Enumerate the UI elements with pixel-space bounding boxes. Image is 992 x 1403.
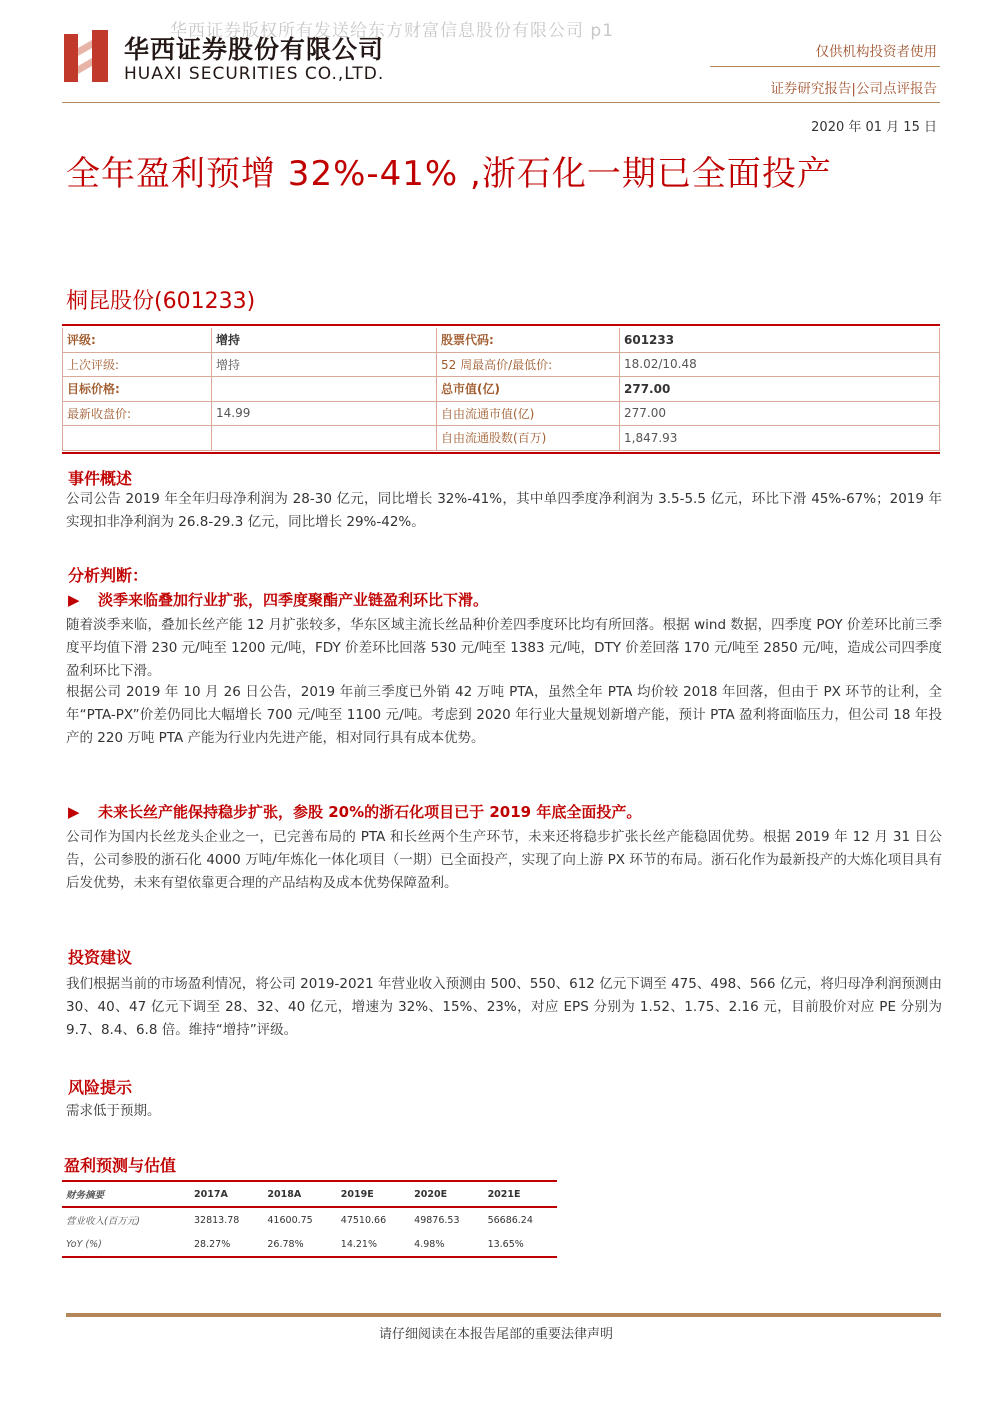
bullet-1-text: 淡季来临叠加行业扩张，四季度聚酯产业链盈利环比下滑。	[98, 591, 489, 609]
52w-range-value: 18.02/10.48	[620, 352, 940, 377]
table-row	[63, 328, 940, 352]
table-bottom-rule	[62, 452, 940, 454]
forecast-table	[62, 1180, 557, 1258]
header-cell: 2019E	[337, 1181, 410, 1207]
table-row	[63, 426, 940, 451]
table-cell: 26.78%	[263, 1232, 336, 1257]
bullet-1	[68, 589, 488, 610]
analysis-heading: 分析判断：	[68, 566, 149, 585]
analysis-paragraph-2: 根据公司 2019 年 10 月 26 日公告，2019 年前三季度已外销 42 万吨 PTA，虽然全年 PTA 均价较 2018 年回落，但由于 PX 环节的让利，全年“PTA-PX”价差仍同比大幅增长 700 元/吨至 1100 元/吨。考虑到 2020 年行业大量规划新增产能，预计 PTA 盈利将面临压力，但公司 18 年投产的 220 万吨 PTA 产能为行业内先进产能，相对同行具有成本优势。	[66, 684, 942, 746]
float-cap-label: 自由流通市值(亿)	[437, 401, 620, 426]
table-cell: 49876.53	[414, 1214, 460, 1226]
header-cell: 2017A	[190, 1181, 263, 1207]
table-row	[63, 377, 940, 402]
risk-paragraph: 需求低于预期。	[66, 1103, 161, 1119]
table-cell: 32813.78	[194, 1214, 240, 1226]
prev-rating-value: 增持	[212, 352, 437, 377]
table-cell: 13.65%	[484, 1232, 557, 1257]
last-close-value: 14.99	[212, 401, 437, 426]
prev-rating-label: 上次评级:	[63, 352, 212, 377]
header-rule	[62, 102, 940, 103]
target-price-value	[212, 377, 437, 402]
header-cell: 2021E	[484, 1181, 557, 1207]
company-logo	[62, 28, 114, 84]
analysis-paragraph-3: 公司作为国内长丝龙头企业之一，已完善布局的 PTA 和长丝两个生产环节，未来还将稳步扩张长丝产能稳固优势。根据 2019 年 12 月 31 日公告，公司参股的浙石化 4000 万吨/年炼化一体化项目（一期）已全面投产，实现了向上游 PX 环节的布局。浙石化作为最新投产的大炼化项目具有后发优势，未来有望依靠更合理的产品结构及成本优势保障盈利。	[66, 829, 942, 891]
rating-value: 增持	[212, 328, 437, 352]
market-cap-label: 总市值(亿)	[437, 377, 620, 402]
bullet-arrow-icon: ▶	[68, 803, 80, 821]
table-row	[62, 1207, 557, 1232]
stock-code-value: 601233	[620, 328, 940, 352]
stock-name: 桐昆股份(601233)	[66, 289, 256, 314]
stock-underline	[62, 324, 940, 326]
rating-label: 评级:	[63, 328, 212, 352]
52w-range-label: 52 周最高价/最低价:	[437, 352, 620, 377]
invest-heading: 投资建议	[68, 948, 133, 967]
analysis-paragraph-1: 随着淡季来临，叠加长丝产能 12 月扩张较多，华东区域主流长丝品种价差四季度环比均有所回落。根据 wind 数据，四季度 POY 价差环比前三季度平均值下滑 230 元/吨至 1200 元/吨，FDY 价差环比回落 530 元/吨至 1383 元/吨，DTY 价差回落 170 元/吨至 2850 元/吨，造成公司四季度盈利环比下滑。	[66, 617, 942, 679]
market-cap-value: 277.00	[620, 377, 940, 402]
bullet-2-text: 未来长丝产能保持稳步扩张，参股 20%的浙石化项目已于 2019 年底全面投产。	[98, 803, 642, 821]
forecast-title: 盈利预测与估值	[64, 1156, 177, 1175]
float-shares-label: 自由流通股数(百万)	[437, 426, 620, 451]
header-cell: 2020E	[410, 1181, 483, 1207]
row-label: YoY (%)	[62, 1232, 190, 1257]
stock-code-label: 股票代码:	[437, 328, 620, 352]
float-cap-value: 277.00	[620, 401, 940, 426]
header-cell: 财务摘要	[62, 1181, 190, 1207]
invest-paragraph: 我们根据当前的市场盈利情况，将公司 2019-2021 年营业收入预测由 500、550、612 亿元下调至 475、498、566 亿元，将归母净利润预测由 30、40、47 亿元下调至 28、32、40 亿元，增速为 32%、15%、23%，对应 EPS 分别为 1.52、1.75、2.16 元，目前股价对应 PE 分别为 9.7、8.4、6.8 倍。维持“增持”评级。	[66, 976, 942, 1038]
report-title: 全年盈利预增 32%-41% ,浙石化一期已全面投产	[66, 154, 832, 194]
rating-info-table	[62, 328, 940, 451]
watermark: 华西证券版权所有发送给东方财富信息股份有限公司 p1	[170, 21, 615, 41]
footer-rule	[66, 1313, 941, 1317]
bullet-2	[68, 801, 641, 822]
last-close-label: 最新收盘价:	[63, 401, 212, 426]
table-cell: 56686.24	[487, 1214, 533, 1226]
company-name-cn: 华西证券股份有限公司	[124, 35, 385, 64]
table-cell: 41600.75	[267, 1214, 313, 1226]
table-row	[63, 401, 940, 426]
float-shares-value: 1,847.93	[620, 426, 940, 451]
bullet-arrow-icon: ▶	[68, 591, 80, 609]
table-cell: 47510.66	[340, 1214, 387, 1226]
event-paragraph: 公司公告 2019 年全年归母净利润为 28-30 亿元，同比增长 32%-41%，其中单四季度净利润为 3.5-5.5 亿元，环比下滑 45%-67%；2019 年实现扣非净利润为 26.8-29.3 亿元，同比增长 29%-42%。	[66, 491, 942, 530]
header-cell: 2018A	[263, 1181, 336, 1207]
table-row	[63, 352, 940, 377]
risk-heading: 风险提示	[68, 1078, 133, 1097]
table-cell: 4.98%	[410, 1232, 483, 1257]
event-heading: 事件概述	[68, 469, 133, 488]
row-label: 营业收入(百万元)	[66, 1216, 140, 1227]
table-row	[62, 1232, 557, 1257]
header-divider	[710, 66, 940, 67]
company-name-en: HUAXI SECURITIES CO.,LTD.	[124, 64, 385, 84]
audience-note: 仅供机构投资者使用	[815, 44, 937, 60]
table-header-row	[62, 1181, 557, 1207]
target-price-label: 目标价格:	[63, 377, 212, 402]
report-date: 2020 年 01 月 15 日	[811, 120, 937, 135]
report-type: 证券研究报告|公司点评报告	[770, 81, 937, 97]
table-cell: 14.21%	[337, 1232, 410, 1257]
footer-disclaimer: 请仔细阅读在本报告尾部的重要法律声明	[378, 1327, 613, 1342]
table-cell: 28.27%	[190, 1232, 263, 1257]
